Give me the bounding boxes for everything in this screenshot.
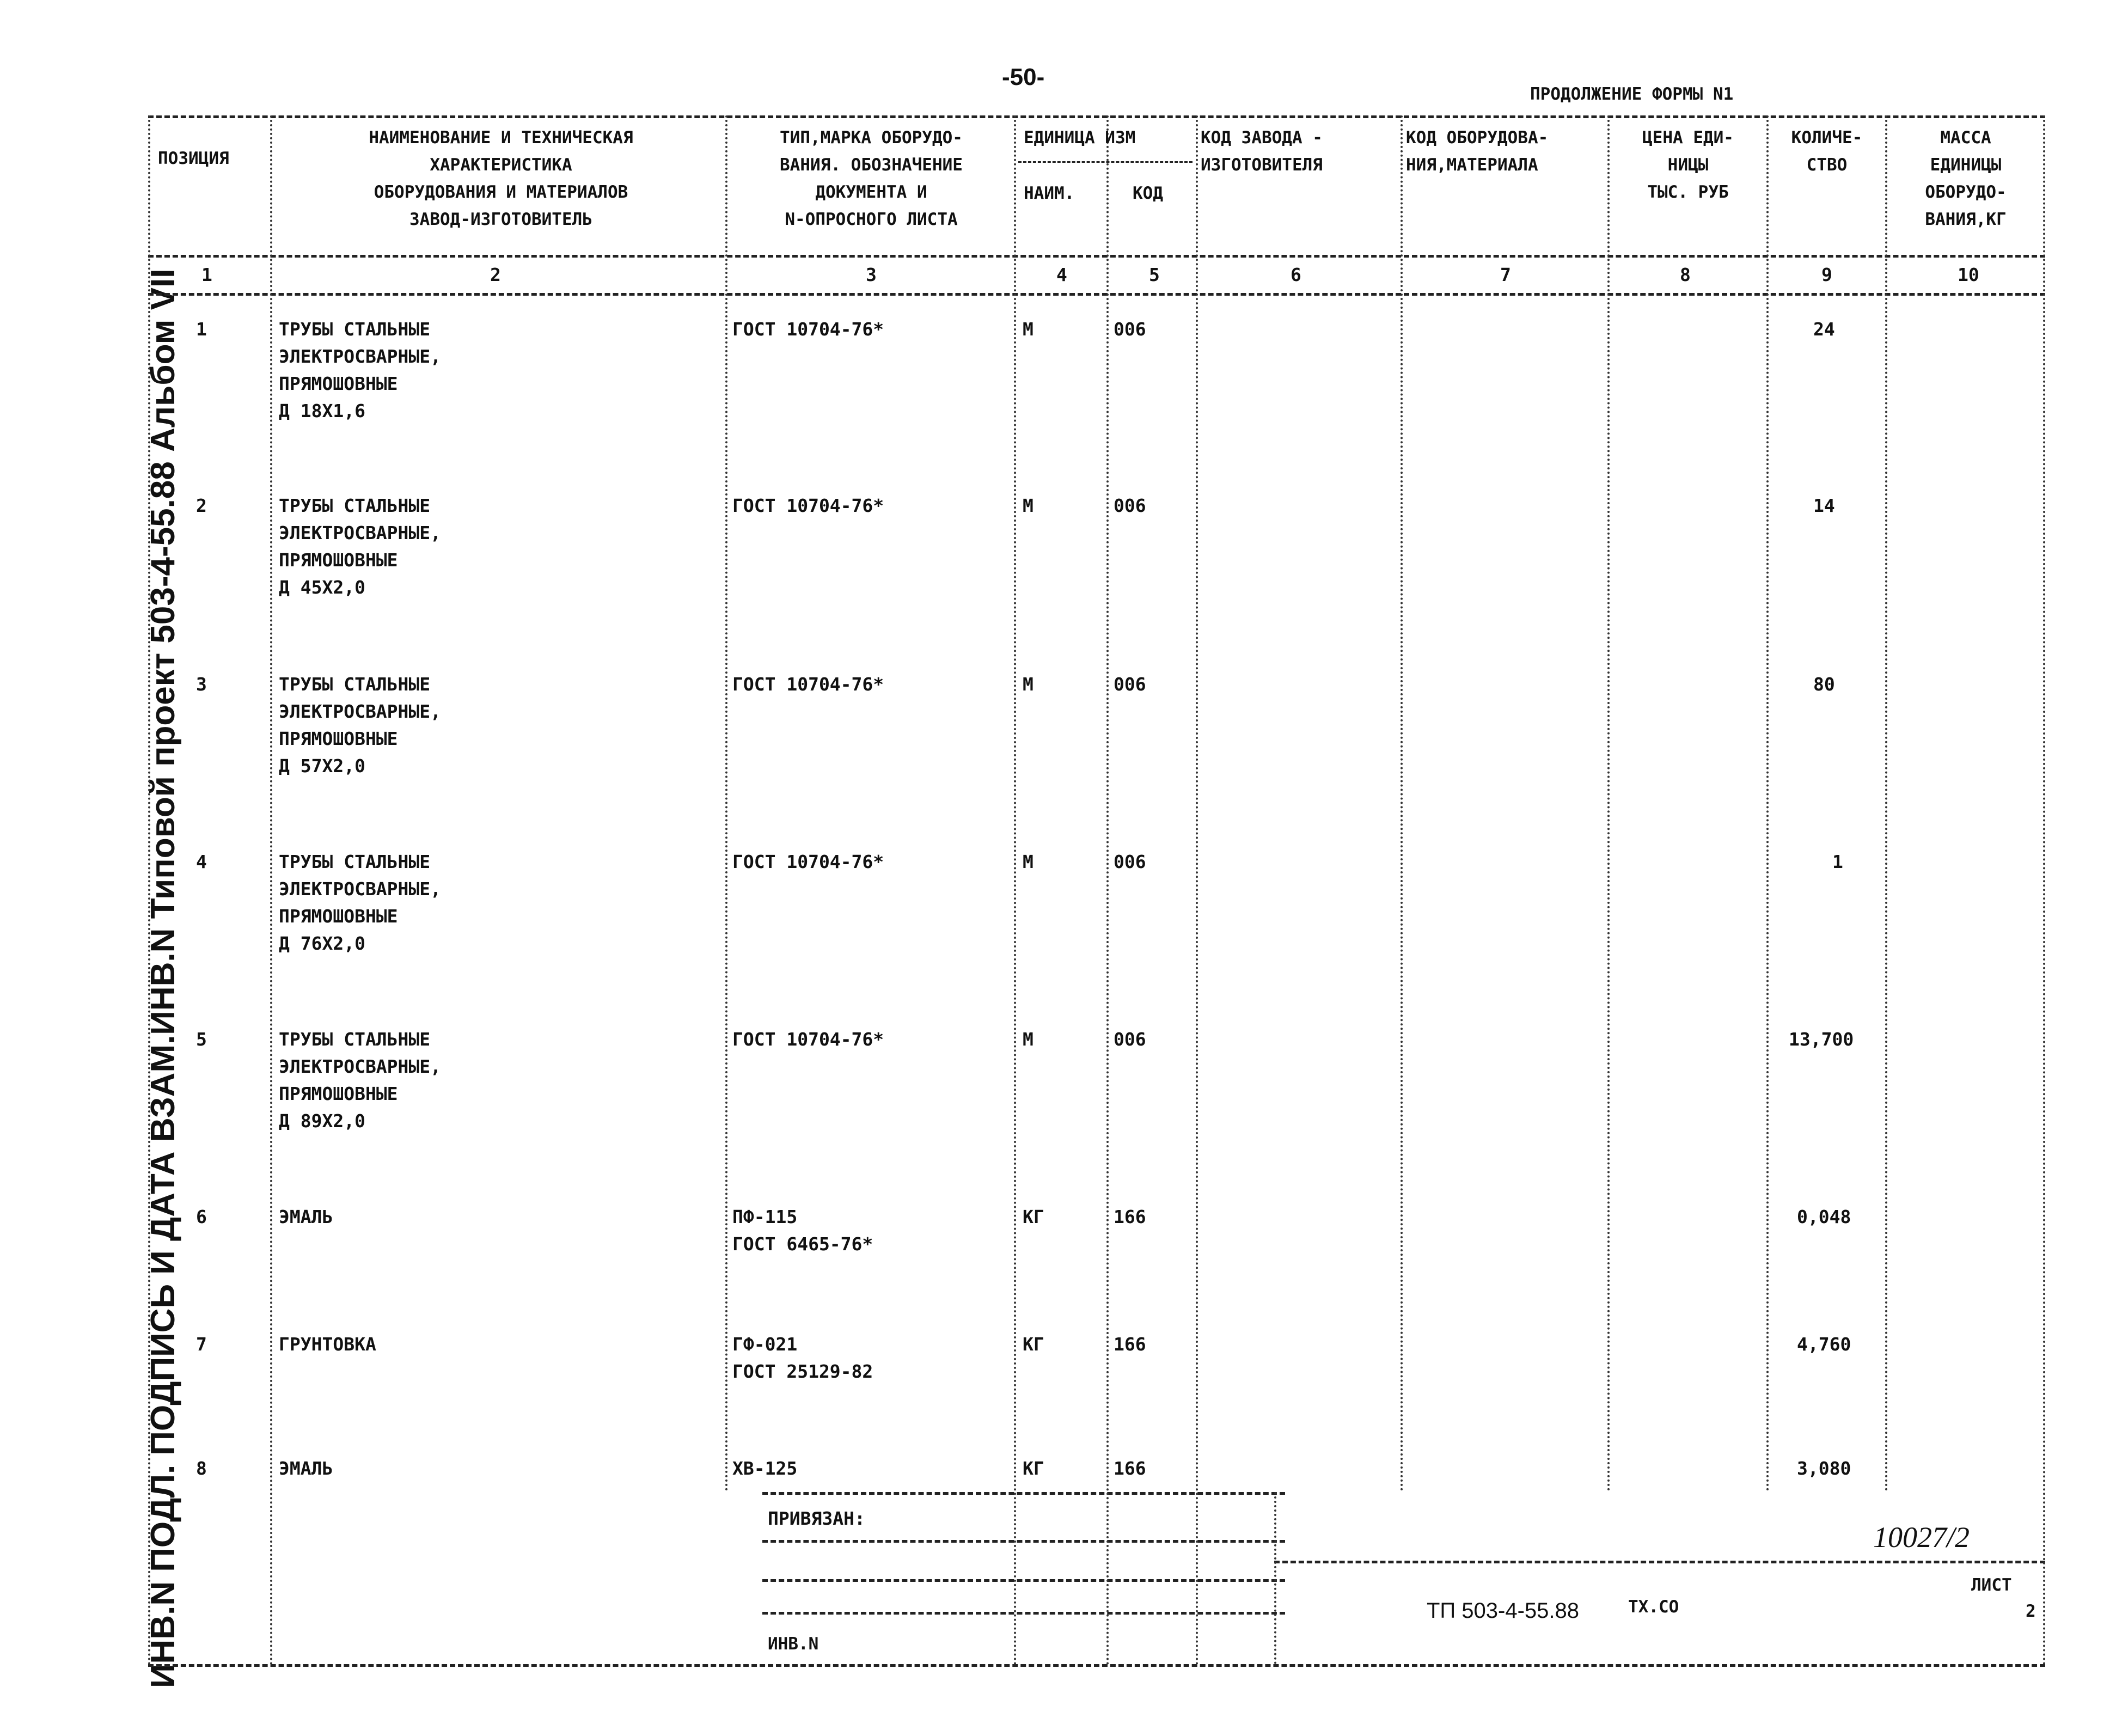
col-sep-4 (1106, 115, 1109, 1666)
row-code: 166 (1114, 1458, 1146, 1479)
row-name-line: ПРЯМОШОВНЫЕ (279, 549, 398, 571)
header-plant-code-line: ИЗГОТОВИТЕЛЯ (1201, 155, 1323, 175)
row-position: 6 (196, 1206, 207, 1227)
row-type: ГОСТ 10704-76* (732, 495, 884, 516)
header-equipment-code (1406, 124, 1607, 179)
row-name-line: Д 18Х1,6 (279, 400, 365, 421)
row-name-line: ЭМАЛЬ (279, 1206, 333, 1227)
row-name-line: ТРУБЫ СТАЛЬНЫЕ (279, 319, 431, 340)
handwritten-reference: 10027/2 (1873, 1521, 1970, 1554)
stamp-inv-label: ИНВ.N (768, 1634, 819, 1654)
col-number: 9 (1821, 264, 1832, 285)
row-code: 006 (1114, 319, 1146, 340)
row-quantity: 0,048 (1797, 1206, 1851, 1227)
row-code: 166 (1114, 1206, 1146, 1227)
stamp-sheet-label: ЛИСТ (1971, 1575, 2012, 1595)
header-mass-line: МАССА (1940, 128, 1991, 148)
header-unit-group: ЕДИНИЦА ИЗМ (1024, 128, 1136, 148)
row-unit: М (1023, 674, 1034, 695)
row-type: ПФ-115 (732, 1206, 798, 1227)
stamp-inner-border-3 (762, 1612, 1285, 1615)
row-name-line: ПРЯМОШОВНЫЕ (279, 906, 398, 927)
row-code: 166 (1114, 1334, 1146, 1355)
row-type: ГФ-021 (732, 1334, 798, 1355)
col-sep-6 (1401, 115, 1403, 1492)
header-price-line: ТЫС. РУБ (1647, 182, 1729, 202)
column-number-border (148, 293, 2045, 296)
header-price-line: НИЦЫ (1667, 155, 1709, 175)
row-unit: КГ (1023, 1334, 1044, 1355)
row-type: ГОСТ 10704-76* (732, 1029, 884, 1050)
header-mass-line: ОБОРУДО- (1925, 182, 2007, 202)
row-type: ГОСТ 10704-76* (732, 319, 884, 340)
table-top-border (148, 115, 2045, 118)
header-bottom-border (148, 255, 2045, 258)
row-type: ГОСТ 10704-76* (732, 674, 884, 695)
row-quantity: 24 (1813, 319, 1835, 340)
header-plant-code-line: КОД ЗАВОДА - (1201, 128, 1323, 148)
row-unit: КГ (1023, 1206, 1044, 1227)
header-plant-code (1201, 124, 1397, 179)
header-type-line: N-ОПРОСНОГО ЛИСТА (785, 210, 958, 229)
header-price-line: ЦЕНА ЕДИ- (1642, 128, 1734, 148)
header-unit-name: НАИМ. (1024, 184, 1075, 203)
col-sep-9 (1885, 115, 1887, 1492)
header-quantity (1770, 124, 1884, 179)
row-code: 006 (1114, 495, 1146, 516)
header-position: ПОЗИЦИЯ (158, 149, 229, 168)
col-number: 3 (866, 264, 877, 285)
row-name-line: ПРЯМОШОВНЫЕ (279, 1083, 398, 1104)
row-position: 3 (196, 674, 207, 695)
row-name-line: ЭЛЕКТРОСВАРНЫЕ, (279, 346, 442, 367)
header-unit-divider (1018, 161, 1193, 163)
stamp-title-border (1274, 1561, 2045, 1563)
row-name-line: ТРУБЫ СТАЛЬНЫЕ (279, 495, 431, 516)
header-type-line: ДОКУМЕНТА И (815, 182, 927, 202)
stamp-inner-border-2 (762, 1579, 1285, 1582)
header-type-line: ВАНИЯ. ОБОЗНАЧЕНИЕ (780, 155, 963, 175)
row-unit: КГ (1023, 1458, 1044, 1479)
row-position: 7 (196, 1334, 207, 1355)
stamp-inner-border (762, 1540, 1285, 1543)
stamp-sep (1274, 1492, 1276, 1664)
col-number: 4 (1056, 264, 1067, 285)
header-type (732, 124, 1010, 233)
stamp-top-border (762, 1492, 1285, 1495)
col-sep-left (148, 115, 150, 1666)
row-name-line: ЭЛЕКТРОСВАРНЫЕ, (279, 878, 442, 900)
row-name-line: ПРЯМОШОВНЫЕ (279, 373, 398, 394)
col-sep-1 (270, 115, 272, 1666)
row-type: ГОСТ 6465-76* (732, 1233, 873, 1255)
col-sep-right (2043, 115, 2045, 1666)
row-position: 8 (196, 1458, 207, 1479)
col-sep-2 (725, 115, 727, 1492)
header-quantity-line: СТВО (1806, 155, 1848, 175)
header-type-line: ТИП,МАРКА ОБОРУДО- (780, 128, 963, 148)
header-equipment-code-line: КОД ОБОРУДОВА- (1406, 128, 1549, 148)
row-position: 5 (196, 1029, 207, 1050)
header-unit-code: КОД (1133, 184, 1163, 203)
stamp-bound-label: ПРИВЯЗАН: (768, 1508, 865, 1529)
row-name-line: ЭМАЛЬ (279, 1458, 333, 1479)
col-number: 8 (1680, 264, 1691, 285)
row-quantity: 3,080 (1797, 1458, 1851, 1479)
stamp-sheet-number: 2 (2026, 1601, 2036, 1621)
row-name-line: Д 57Х2,0 (279, 755, 365, 777)
row-name-line: ЭЛЕКТРОСВАРНЫЕ, (279, 701, 442, 722)
row-quantity: 80 (1813, 674, 1835, 695)
header-equipment-code-line: НИЯ,МАТЕРИАЛА (1406, 155, 1538, 175)
header-name-line: ЗАВОД-ИЗГОТОВИТЕЛЬ (409, 210, 592, 229)
col-sep-3 (1014, 115, 1016, 1666)
table-bottom-border (148, 1664, 2045, 1667)
col-number: 7 (1500, 264, 1511, 285)
stamp-doc-code: ТП 503-4-55.88 (1427, 1599, 1580, 1623)
row-name-line: Д 89Х2,0 (279, 1110, 365, 1132)
row-quantity: 13,700 (1789, 1029, 1854, 1050)
row-name-line: ТРУБЫ СТАЛЬНЫЕ (279, 851, 431, 872)
header-quantity-line: КОЛИЧЕ- (1791, 128, 1863, 148)
row-unit: М (1023, 851, 1034, 872)
row-unit: М (1023, 319, 1034, 340)
row-position: 4 (196, 851, 207, 872)
stamp-doc-suffix: ТХ.СО (1628, 1597, 1679, 1617)
header-mass-line: ВАНИЯ,КГ (1925, 210, 2007, 229)
col-sep-5 (1196, 115, 1198, 1666)
page-number: -50- (1002, 64, 1045, 90)
row-unit: М (1023, 495, 1034, 516)
row-type: ХВ-125 (732, 1458, 798, 1479)
row-name-line: ТРУБЫ СТАЛЬНЫЕ (279, 674, 431, 695)
row-code: 006 (1114, 851, 1146, 872)
header-name-line: НАИМЕНОВАНИЕ И ТЕХНИЧЕСКАЯ (369, 128, 633, 148)
header-mass-line: ЕДИНИЦЫ (1930, 155, 2002, 175)
col-number: 1 (201, 264, 212, 285)
row-name-line: ТРУБЫ СТАЛЬНЫЕ (279, 1029, 431, 1050)
header-price (1612, 124, 1764, 206)
form-continuation-label: ПРОДОЛЖЕНИЕ ФОРМЫ N1 (1530, 84, 1734, 104)
row-name-line: Д 45Х2,0 (279, 577, 365, 598)
row-type: ГОСТ 10704-76* (732, 851, 884, 872)
col-sep-7 (1607, 115, 1610, 1492)
row-name-line: Д 76Х2,0 (279, 933, 365, 954)
header-mass (1889, 124, 2042, 233)
col-number: 5 (1149, 264, 1160, 285)
row-quantity: 14 (1813, 495, 1835, 516)
header-name (283, 124, 719, 233)
row-name-line: ГРУНТОВКА (279, 1334, 376, 1355)
side-binding-label: ИНВ.N ПОДЛ. ПОДПИСЬ И ДАТА ВЗАМ.ИНВ.N Типовой проект 503-4-55.88 Альбом VII (144, 268, 182, 1688)
header-name-line: ХАРАКТЕРИСТИКА (430, 155, 572, 175)
row-type: ГОСТ 25129-82 (732, 1361, 873, 1382)
col-number: 6 (1291, 264, 1301, 285)
row-name-line: ПРЯМОШОВНЫЕ (279, 728, 398, 749)
row-name-line: ЭЛЕКТРОСВАРНЫЕ, (279, 1056, 442, 1077)
row-code: 006 (1114, 1029, 1146, 1050)
row-quantity: 1 (1832, 851, 1843, 872)
row-position: 1 (196, 319, 207, 340)
header-name-line: ОБОРУДОВАНИЯ И МАТЕРИАЛОВ (374, 182, 628, 202)
col-number: 2 (490, 264, 501, 285)
col-sep-8 (1766, 115, 1769, 1492)
row-quantity: 4,760 (1797, 1334, 1851, 1355)
row-code: 006 (1114, 674, 1146, 695)
col-number: 10 (1958, 264, 1979, 285)
row-name-line: ЭЛЕКТРОСВАРНЫЕ, (279, 522, 442, 543)
row-position: 2 (196, 495, 207, 516)
row-unit: М (1023, 1029, 1034, 1050)
